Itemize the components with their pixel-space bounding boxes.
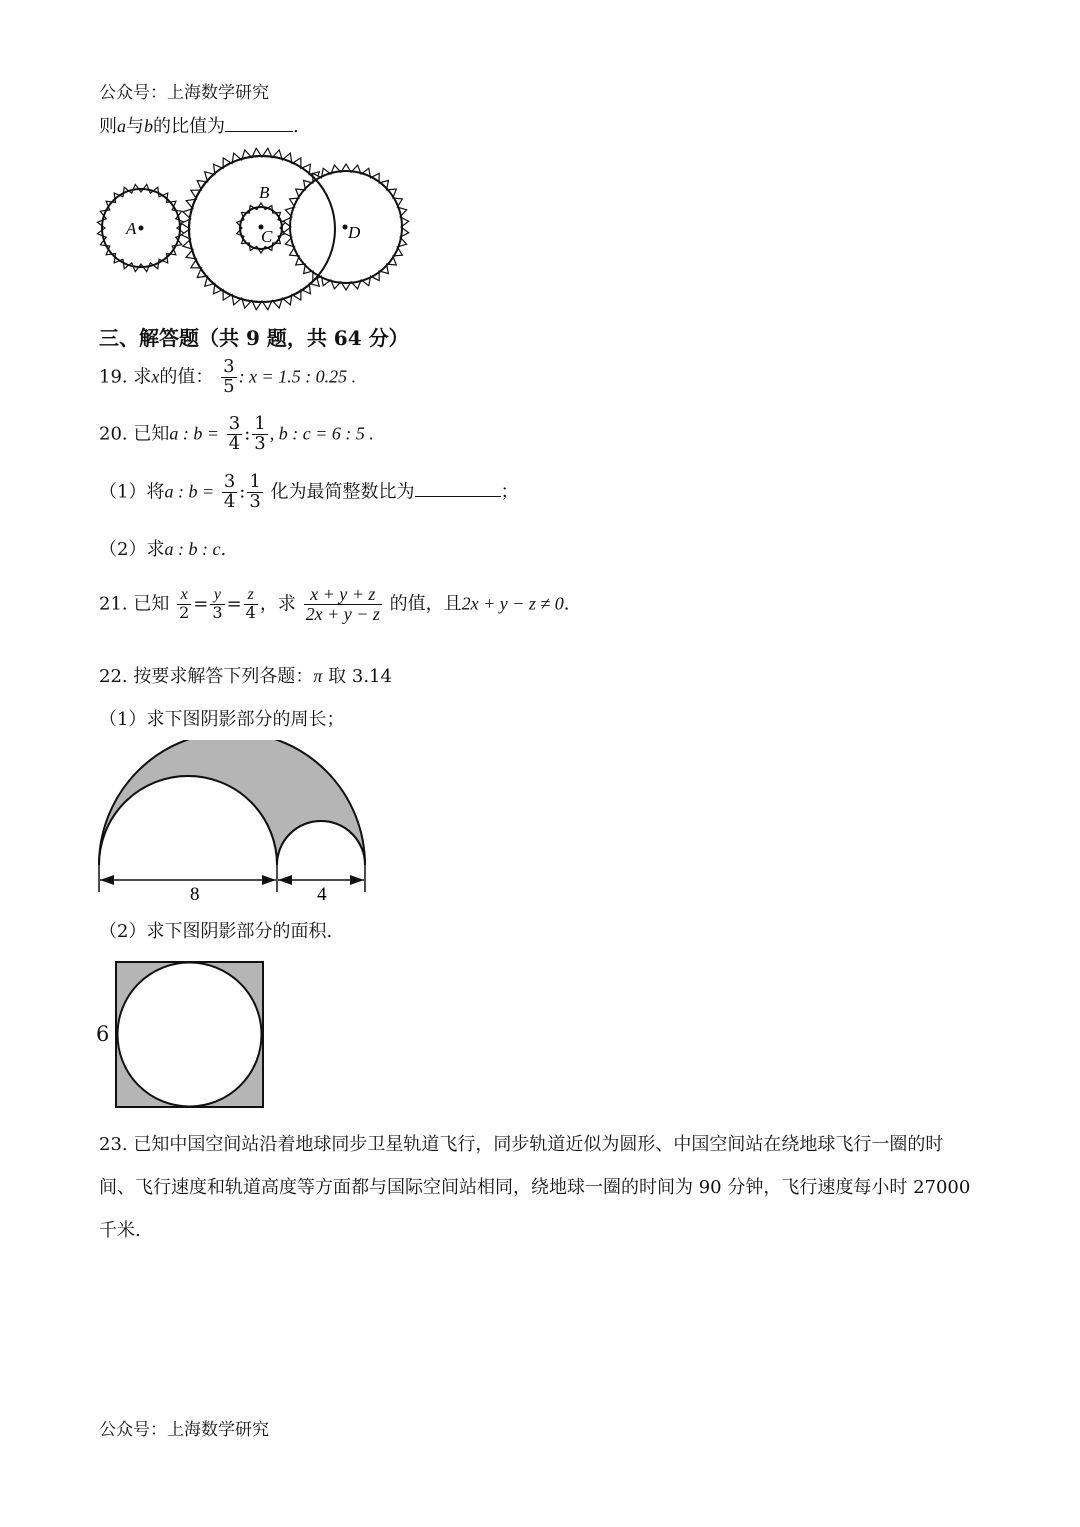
question-19 [99,358,356,397]
question-22-part-1: （1）求下图阴影部分的周长； [99,709,345,730]
q18-end: . [293,116,299,137]
q21-fx-den: 2 [179,602,190,622]
q21-text2: 的值，且 [389,593,462,615]
question-23-line-1: 23. 已知中国空间站沿着地球同步卫星轨道飞行，同步轨道近似为圆形、中国空间站在绕地球飞行一圈的时 [99,1134,944,1155]
q22-number: 22. [99,666,128,687]
question-20 [99,415,374,454]
q19-frac-num: 3 [223,356,235,377]
question-22 [99,662,392,688]
q21-fy-num: y [210,587,224,605]
q22-text2: 取 3.14 [328,666,392,687]
label-c: C [261,227,273,246]
arrow-head [100,875,114,885]
q21-frac-x [177,587,191,622]
q20-p2-text: （2）求 [99,539,165,560]
q21-frac-z [244,587,258,622]
label-a: A [126,219,137,238]
q18-suffix: 的比值为 [153,116,225,137]
footer-watermark: 公众号：上海数学研究 [99,1420,269,1440]
q19-text: 求 [133,366,152,388]
q18-mid: 与 [126,116,144,137]
q20-p2-end: . [220,539,227,560]
q21-text: 已知 [133,593,170,615]
q19-var: x [151,366,160,387]
q20-p1f1-den: 4 [223,490,236,512]
header-watermark: 公众号：上海数学研究 [99,83,269,103]
q20-number: 20. [99,423,128,445]
q19-fraction [221,358,236,397]
section-3-title: 三、解答题（共 9 题，共 64 分） [99,326,409,350]
q20-p1-prefix: （1）将 [99,481,165,503]
q21-fx-num: x [177,587,191,605]
q20-colon: : [244,423,251,445]
q20-expr: a : b = [169,423,220,444]
q20-f1-num: 3 [228,413,241,434]
q20-p1-frac-2 [247,473,262,512]
q21-cond: 2x + y − z ≠ 0 [461,593,564,614]
q20-f1-den: 4 [228,432,241,454]
q18-line [99,112,299,138]
q21-frac-y [210,587,224,622]
q21-fy-den: 3 [212,602,223,622]
q19-rest: : x = 1.5 : 0.25 . [238,366,357,387]
q21-big-num: x + y + z [304,585,382,605]
q19-frac-den: 5 [223,375,235,397]
q22-pi: π [313,666,323,686]
q20-p1-frac-1 [222,473,237,512]
question-20-part-1 [99,473,519,512]
arrow-head [278,875,292,885]
q18-prefix: 则 [99,116,117,137]
q21-big-fraction [304,585,382,624]
arrow-head [262,875,276,885]
q22-text: 按要求解答下列各题： [133,666,314,687]
q20-f2-num: 1 [254,413,266,434]
q20-p1-answer-blank[interactable] [415,496,501,497]
q20-text: 已知 [133,423,170,445]
q19-number: 19. [99,366,128,388]
q21-end: . [563,593,570,615]
center-a-dot [139,226,144,231]
q21-comma: ，求 [259,593,296,615]
q20-p1f2-num: 1 [249,471,261,492]
label-b: B [259,183,270,202]
q20-p1-suffix: 化为最简整数比为 [270,481,415,503]
q20-p2-expr: a : b : c [164,539,221,559]
q20-rest: , b : c = 6 : 5 . [269,423,374,444]
gears-figure [90,145,420,315]
q20-p1f1-num: 3 [223,471,236,492]
q20-p1-colon: : [239,481,246,503]
q18-answer-blank[interactable] [225,131,293,132]
arrow-head [350,875,364,885]
q21-number: 21. [99,593,128,615]
question-23-line-3: 千米. [99,1220,141,1241]
q21-eq2: = [226,593,242,615]
label-d: D [348,223,361,242]
question-21 [99,585,570,624]
square-circle-figure [114,960,266,1110]
q18-var-b: b [144,116,153,136]
q21-big-den: 2x + y − z [305,603,380,624]
center-d-dot [343,225,348,230]
q20-p1f2-den: 3 [249,490,261,512]
q20-frac-2 [252,415,267,454]
q21-fz-num: z [244,587,258,605]
semicircle-figure [90,740,375,910]
q21-fz-den: 4 [245,602,256,622]
q19-text2: 的值： [159,366,214,388]
question-23-line-2: 间、飞行速度和轨道高度等方面都与国际空间站相同，绕地球一圈的时间为 90 分钟，飞行速度每小时 27000 [99,1177,971,1198]
dim-label-4: 4 [317,884,327,905]
square-side-label: 6 [96,1022,110,1046]
q20-f2-den: 3 [254,432,266,454]
q20-p1-expr: a : b = [164,481,215,502]
q21-eq1: = [193,593,209,615]
q18-var-a: a [117,116,126,136]
q20-frac-1 [227,415,242,454]
question-20-part-2 [99,535,226,561]
question-22-part-2: （2）求下图阴影部分的面积. [99,921,333,942]
inscribed-circle [118,963,262,1107]
dim-label-8: 8 [190,884,200,905]
q20-p1-end: ； [500,481,519,503]
